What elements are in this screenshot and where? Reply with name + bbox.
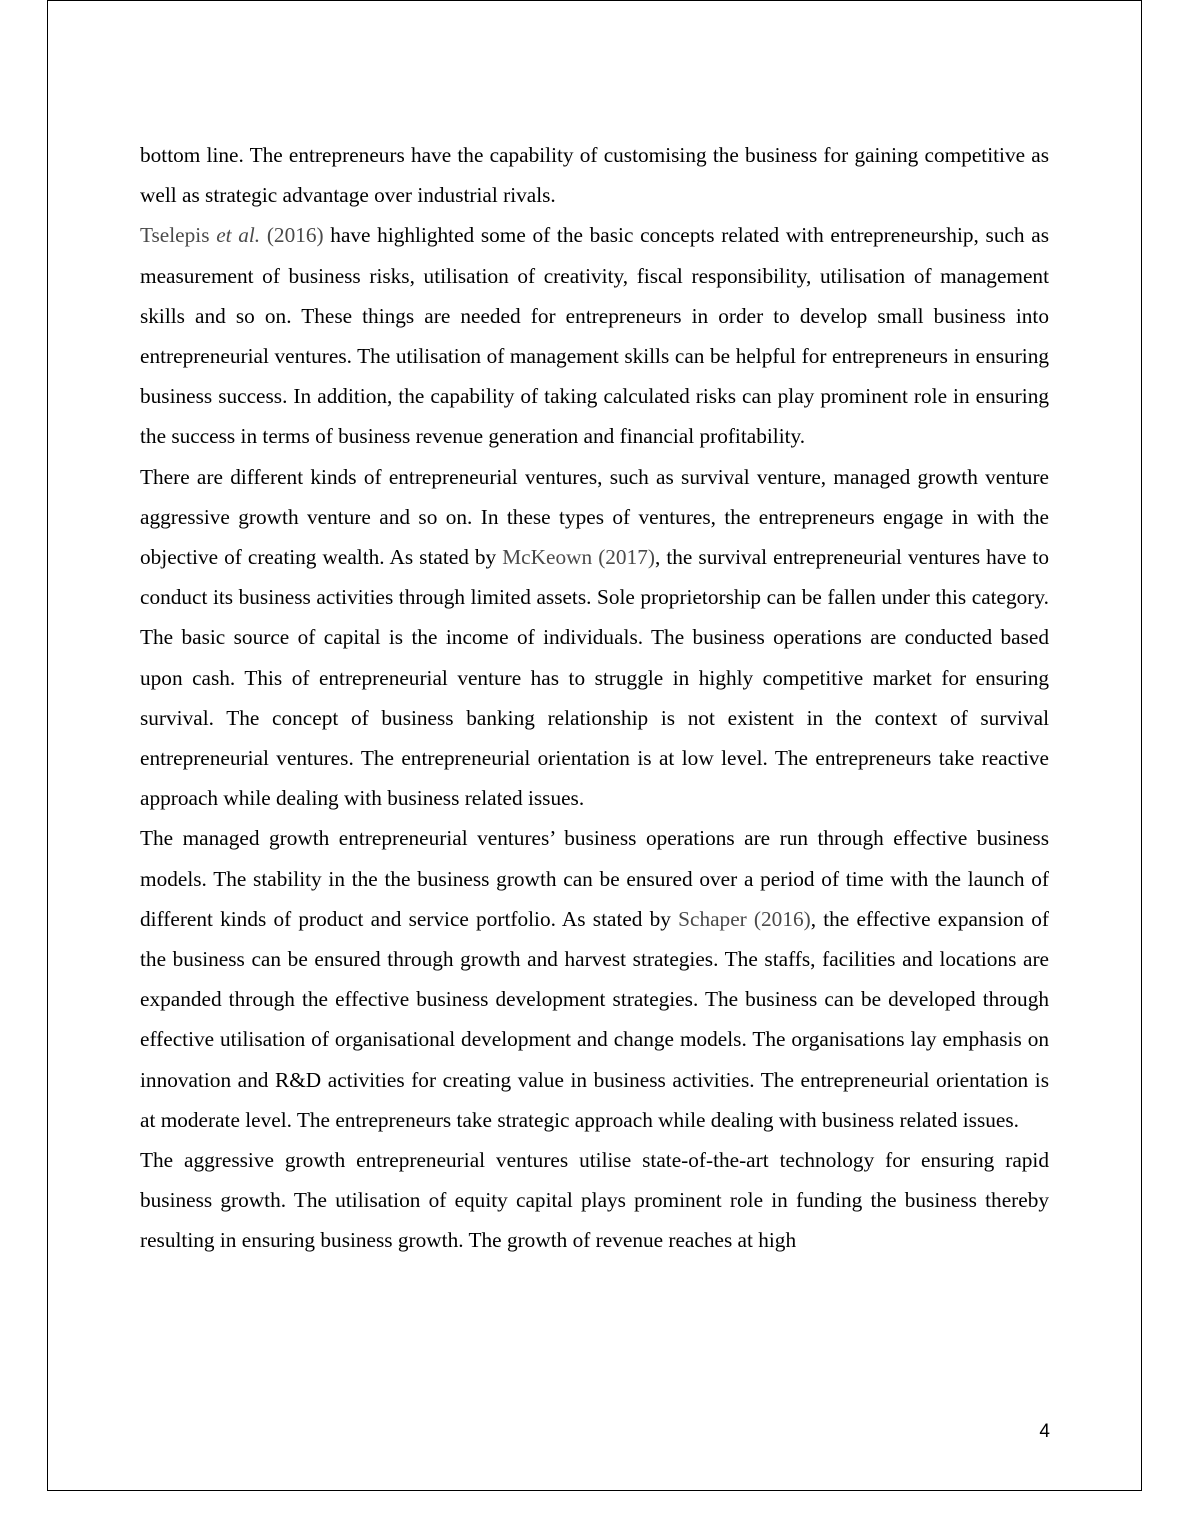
paragraph-1 [140,135,1049,215]
page-number: 4 [1039,1421,1050,1442]
paragraph-3 [140,457,1049,819]
paragraph-4 [140,818,1049,1140]
paragraph-2 [140,215,1049,456]
paragraph-1-text: bottom line. The entrepreneurs have the capability of customising the business for gaining competitive as well as strategic advantage over industrial rivals. [140,143,1049,208]
citation-year: (2016) [266,223,324,248]
citation-author: Tselepis [140,223,210,248]
paragraph-3-text-after: , the survival entrepreneurial ventures have to conduct its business activities through limited assets. Sole proprietorship can be fallen under this category. The basic source of capital is the income of individuals. The business operations are conducted based upon cash. This of entrepreneurial venture has to struggle in highly competitive market for ensuring survival. The concept of business banking relationship is not existent in the context of survival entrepreneurial ventures. The entrepreneurial orientation is at low level. The entrepreneurs take reactive approach while dealing with business related issues. [140,545,1049,811]
citation-schaper: Schaper (2016) [678,906,811,931]
citation-etal: et al. [216,223,261,248]
paragraph-2-text: have highlighted some of the basic concepts related with entrepreneurship, such as measurement of business risks, utilisation of creativity, fiscal responsibility, utilisation of management skills and so on. These things are needed for entrepreneurs in order to develop small business into entrepreneurial ventures. The utilisation of management skills can be helpful for entrepreneurs in ensuring business success. In addition, the capability of taking calculated risks can play prominent role in ensuring the success in terms of business revenue generation and financial profitability. [140,223,1049,449]
citation-mckeown: McKeown (2017) [502,545,655,570]
document-body [140,135,1049,1261]
paragraph-5 [140,1140,1049,1261]
paragraph-5-text: The aggressive growth entrepreneurial ventures utilise state-of-the-art technology for ensuring rapid business growth. The utilisation of equity capital plays prominent role in funding the business thereby resulting in ensuring business growth. The growth of revenue reaches at high [140,1148,1049,1253]
citation-tselepis [140,223,324,247]
paragraph-3-text-before: There are different kinds of entrepreneurial ventures, such as survival venture, managed growth venture aggressive growth venture and so on. In these types of ventures, the entrepreneurs engage in with the objective of creating wealth. As stated by [140,464,1049,570]
paragraph-4-text-before: The managed growth entrepreneurial ventures’ business operations are run through effective business models. The stability in the the business growth can be ensured over a period of time with the launch of different kinds of product and service portfolio. As stated by [140,826,1049,931]
paragraph-4-text-after: , the effective expansion of the business can be ensured through growth and harvest strategies. The staffs, facilities and locations are expanded through the effective business development strategies. The business can be developed through effective utilisation of organisational development and change models. The organisations lay emphasis on innovation and R&D activities for creating value in business activities. The entrepreneurial orientation is at moderate level. The entrepreneurs take strategic approach while dealing with business related issues. [140,906,1050,1132]
